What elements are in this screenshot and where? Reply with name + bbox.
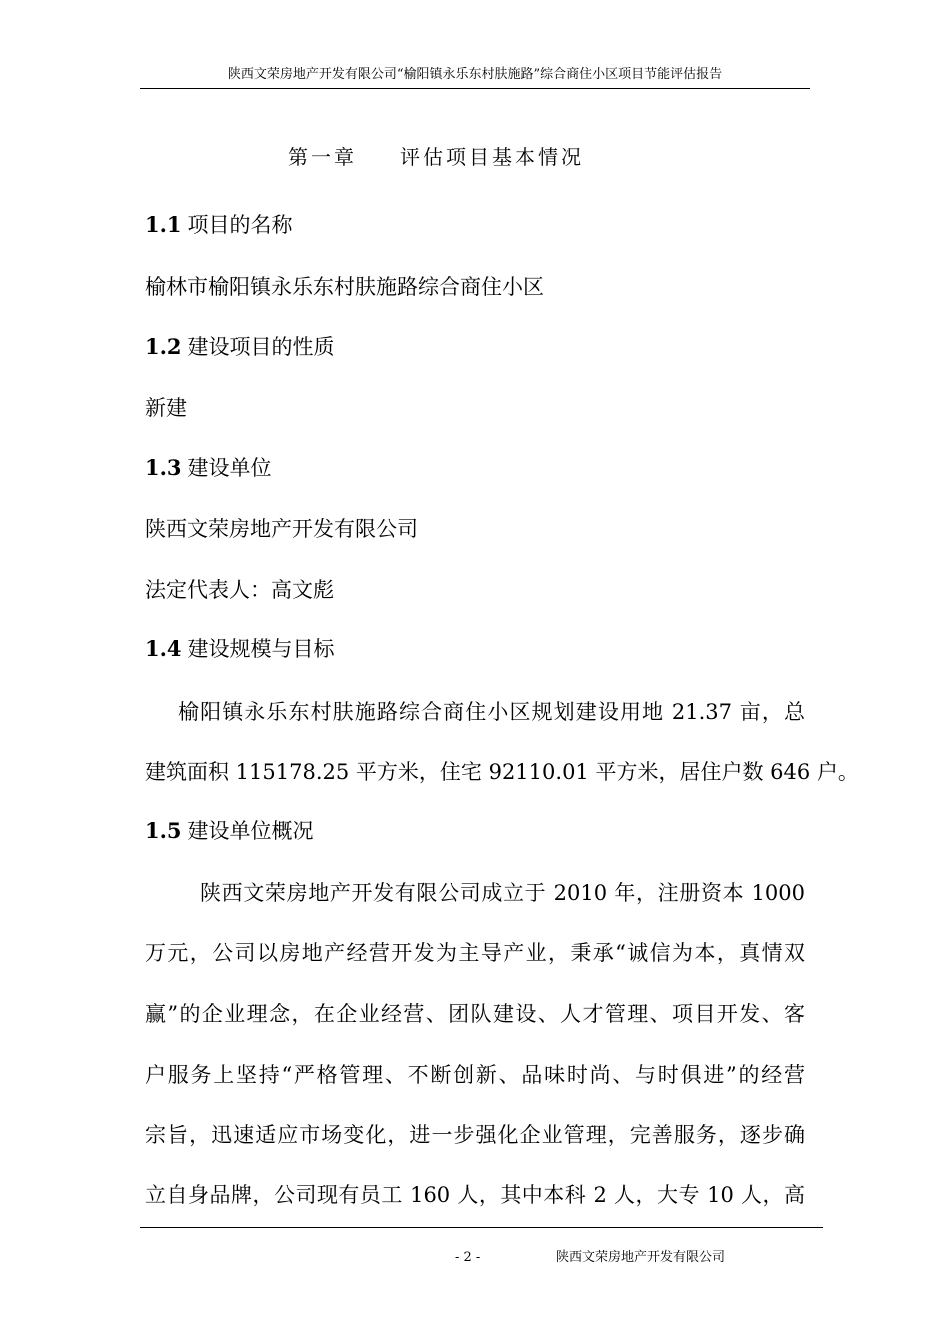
section-heading-1-1 [145, 210, 293, 240]
footer-rule [140, 1227, 823, 1228]
overview-paragraph-line: 宗旨，迅速适应市场变化，进一步强化企业管理，完善服务，逐步确 [145, 1123, 805, 1147]
scale-paragraph-line: 榆阳镇永乐东村肤施路综合商住小区规划建设用地 21.37 亩，总 [178, 700, 805, 724]
page-header: 陕西文荣房地产开发有限公司“榆阳镇永乐东村肤施路”综合商住小区项目节能评估报告 [227, 67, 723, 82]
section-number: 1.1 [145, 212, 182, 237]
section-heading-1-2 [145, 332, 335, 362]
section-number: 1.3 [145, 455, 182, 480]
chapter-name: 评估项目基本情况 [400, 145, 584, 169]
section-title: 建设项目的性质 [187, 335, 335, 359]
section-heading-1-5 [145, 816, 314, 846]
section-title: 建设单位概况 [187, 819, 314, 843]
footer-page-number: - 2 - [455, 1250, 481, 1265]
footer-company: 陕西文荣房地产开发有限公司 [556, 1250, 726, 1265]
overview-paragraph-line: 陕西文荣房地产开发有限公司成立于 2010 年，注册资本 1000 [200, 881, 805, 905]
section-title: 建设规模与目标 [187, 637, 335, 661]
legal-representative-text: 法定代表人：高文彪 [145, 578, 334, 602]
section-heading-1-4 [145, 634, 335, 664]
section-number: 1.5 [145, 818, 182, 843]
section-title: 项目的名称 [187, 213, 293, 237]
chapter-number: 第一章 [288, 145, 357, 169]
overview-paragraph-line: 立自身品牌，公司现有员工 160 人，其中本科 2 人，大专 10 人，高 [145, 1183, 805, 1207]
project-nature-text: 新建 [145, 396, 187, 420]
section-heading-1-3 [145, 453, 272, 483]
section-number: 1.2 [145, 334, 182, 359]
company-name-text: 陕西文荣房地产开发有限公司 [145, 517, 418, 541]
project-name-text: 榆林市榆阳镇永乐东村肤施路综合商住小区 [145, 275, 544, 299]
header-rule [140, 88, 810, 89]
overview-paragraph-line: 户服务上坚持“严格管理、不断创新、品味时尚、与时俱进”的经营 [145, 1063, 805, 1087]
chapter-title [288, 143, 584, 171]
scale-paragraph-line: 建筑面积 115178.25 平方米，住宅 92110.01 平方米，居住户数 646 户。 [145, 760, 859, 784]
section-title: 建设单位 [187, 456, 272, 480]
section-number: 1.4 [145, 636, 182, 661]
overview-paragraph-line: 万元，公司以房地产经营开发为主导产业，秉承“诚信为本，真情双 [145, 941, 805, 965]
overview-paragraph-line: 赢”的企业理念，在企业经营、团队建设、人才管理、项目开发、客 [145, 1002, 805, 1026]
